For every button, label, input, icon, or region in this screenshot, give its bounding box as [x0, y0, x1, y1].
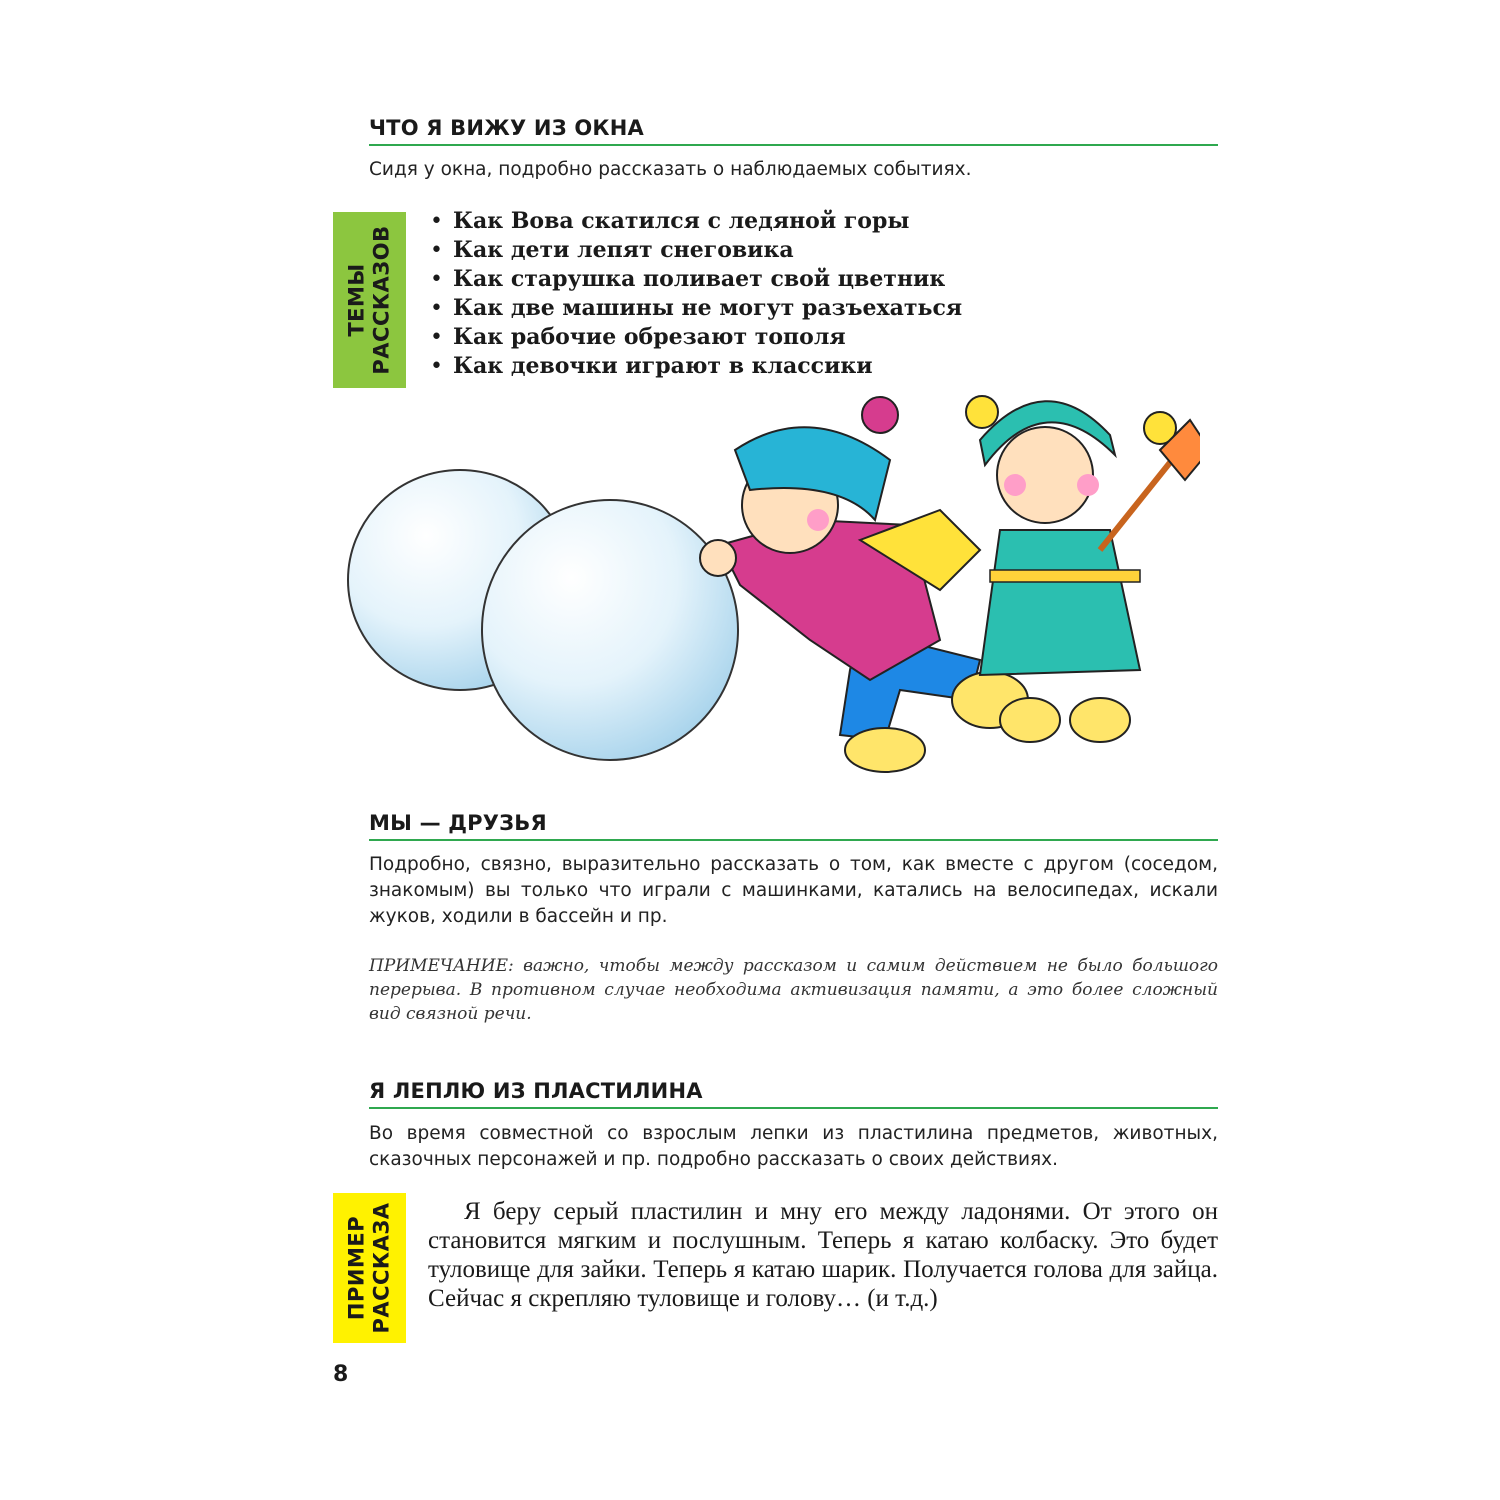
list-item: • Как старушка поливает свой цветник [430, 266, 946, 292]
list-item: • Как две машины не могут разъехаться [430, 295, 963, 321]
children-snowman-illustration [340, 390, 1200, 790]
snowball-front [482, 500, 738, 760]
note-text: ПРИМЕЧАНИЕ: важно, чтобы между рассказом и самим действием не было большого перерыва. В противном случае необходима активизация памяти, а это более сложный вид связной речи. [369, 956, 1218, 1024]
section-title-window: ЧТО Я ВИЖУ ИЗ ОКНА [369, 115, 1218, 146]
section-intro-window: Сидя у окна, подробно рассказать о наблюдаемых событиях. [369, 159, 972, 180]
section-title-plasticine: Я ЛЕПЛЮ ИЗ ПЛАСТИЛИНА [369, 1078, 1218, 1109]
topics-tag-line1: ТЕМЫ [344, 263, 369, 337]
section-intro-friends: Подробно, связно, выразительно рассказать о том, как вместе с другом (соседом, знакомым) вы только что играли с машинками, катались на велосипедах, искали жуков, ходили в бассейн и пр. [369, 854, 1218, 927]
page-number: 8 [333, 1362, 349, 1387]
section-title-friends: МЫ — ДРУЗЬЯ [369, 810, 1218, 841]
topics-list [430, 207, 962, 381]
topics-tag [333, 212, 406, 388]
example-tag [333, 1193, 406, 1343]
list-item: • Как девочки играют в классики [430, 353, 873, 379]
list-item: • Как Вова скатился с ледяной горы [430, 208, 910, 234]
example-tag-line1: ПРИМЕР [344, 1215, 369, 1321]
list-item: • Как дети лепят снеговика [430, 237, 794, 263]
topics-tag-line2: РАССКАЗОВ [369, 225, 394, 375]
list-item: • Как рабочие обрезают тополя [430, 324, 846, 350]
example-story: Я беру серый пластилин и мну его между ладонями. От этого он становится мягким и послушным. Теперь я катаю колбаску. Это будет туловище для зайки. Теперь я катаю шарик. Получается голова для зайца. Сейчас я скрепляю туловище и голову… (и т.д.) [428, 1198, 1218, 1312]
boy-figure [700, 397, 1028, 772]
example-tag-line2: РАССКАЗА [369, 1202, 394, 1334]
section-intro-plasticine: Во время совместной со взрослым лепки из пластилина предметов, животных, сказочных персонажей и пр. подробно рассказать о своих действиях. [369, 1123, 1218, 1170]
